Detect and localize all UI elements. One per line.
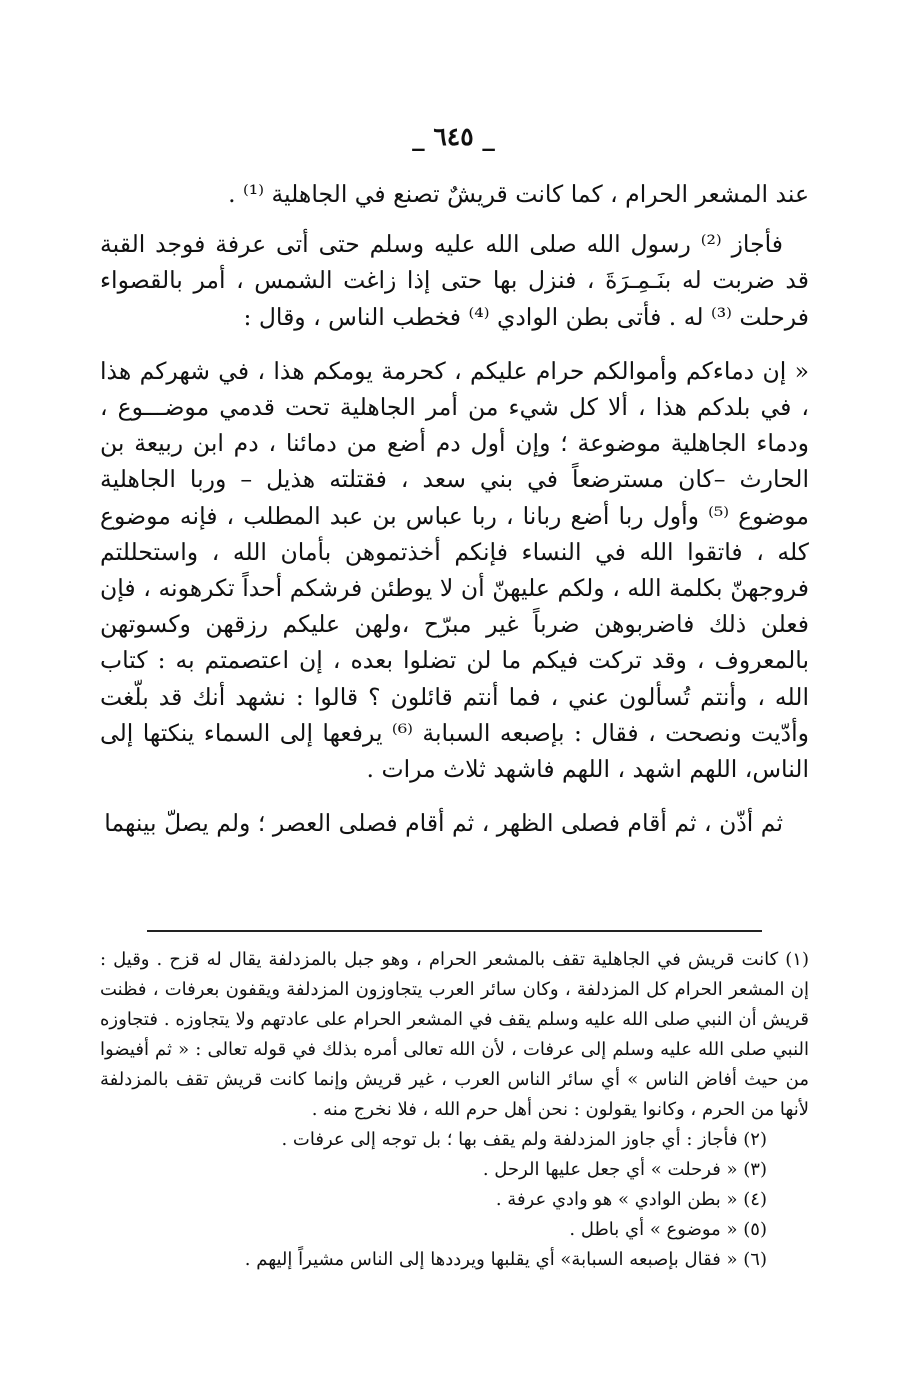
footnote-2: (٢) فأجاز : أي جاوز المزدلفة ولم يقف بها ؛ بل توجه إلى عرفات .: [281, 1129, 767, 1150]
paragraph-4: ثم أذّن ، ثم أقام فصلى الظهر ، ثم أقام فصلى العصر ؛ ولم يصلّ بينهما: [104, 809, 783, 838]
paragraph-2: فأجاز ⁽²⁾ رسول الله صلى الله عليه وسلم حتى أتى عرفة فوجد القبة قد ضربت له بنَـمِـرَةَ ، فنزل بها حتى إذا زاغت الشمس ، أمر بالقصواء فرحلت ⁽³⁾ له . فأتى بطن الوادي ⁽⁴⁾ فخطب الناس ، وقال :: [100, 230, 809, 331]
footnote-5: (٥) « موضوع » أي باطل .: [569, 1219, 767, 1240]
paragraph-sermon: « إن دماءكم وأموالكم حرام عليكم ، كحرمة يومكم هذا ، في شهركم هذا ، في بلدكم هذا ، ألا كل شيء من أمر الجاهلية تحت قدمي موضـــوع ، ودماء الجاهلية موضوعة ؛ وإن أول دم أضع من دمائنا ، دم ابن ربيعة بن الحارث –كان مسترضعاً في بني سعد ، فقتلته هذيل – وربا الجاهلية موضوع ⁽⁵⁾ وأول ربا أضع ربانا ، ربا عباس بن عبد المطلب ، فإنه موضوع كله ، فاتقوا الله في النساء فإنكم أخذتموهن بأمان الله ، واستحللتم فروجهنّ بكلمة الله ، ولكم عليهنّ أن لا يوطئن فرشكم أحداً تكرهونه ، فإن فعلن ذلك فاضربوهن ضرباً غير مبرّح ،ولهن عليكم رزقهن وكسوتهن بالمعروف ، وقد تركت فيكم ما لن تضلوا بعده ، إن اعتصمتم به : كتاب الله ، وأنتم تُسألون عني ، فما أنتم قائلون ؟ قالوا : نشهد أنك قد بلّغت وأدّيت ونصحت ، فقال : بإصبعه السبابة ⁽⁶⁾ يرفعها إلى السماء ينكتها إلى الناس، اللهم اشهد ، اللهم فاشهد ثلاث مرات .: [100, 356, 810, 784]
page-number: _ ٦٤٥ _: [412, 122, 495, 151]
footnote-6: (٦) « فقال بإصبعه السبابة» أي يقلبها ويرددها إلى الناس مشيراً إليهم .: [244, 1249, 767, 1270]
footnote-divider: [147, 930, 762, 932]
footnote-1: (١) كانت قريش في الجاهلية تقف بالمشعر الحرام ، وهو جبل بالمزدلفة يقال له قزح . وقيل : إن المشعر الحرام كل المزدلفة ، وكان سائر العرب يتجاوزون المزدلفة ويقفون بعرفات ، فظنت قريش أن النبي صلى الله عليه وسلم يقف في المشعر الحرام على عادتهم ولا يتجاوزه . فتجاوزه النبي صلى الله عليه وسلم إلى عرفات ، لأن الله تعالى أمره بذلك في قوله تعالى : « ثم أفيضوا من حيث أفاض الناس » أي سائر الناس العرب ، غير قريش وإنما كانت قريش تقف بالمزدلفة لأنها من الحرم ، وكانوا يقولون : نحن أهل حرم الله ، فلا نخرج منه .: [100, 949, 809, 1120]
paragraph-1: عند المشعر الحرام ، كما كانت قريشٌ تصنع في الجاهلية ⁽¹⁾ .: [228, 180, 809, 208]
footnotes: [100, 945, 809, 1275]
main-text: [100, 176, 809, 841]
footnote-3: (٣) « فرحلت » أي جعل عليها الرحل .: [482, 1159, 767, 1180]
footnote-4: (٤) « بطن الوادي » هو وادي عرفة .: [495, 1189, 767, 1210]
